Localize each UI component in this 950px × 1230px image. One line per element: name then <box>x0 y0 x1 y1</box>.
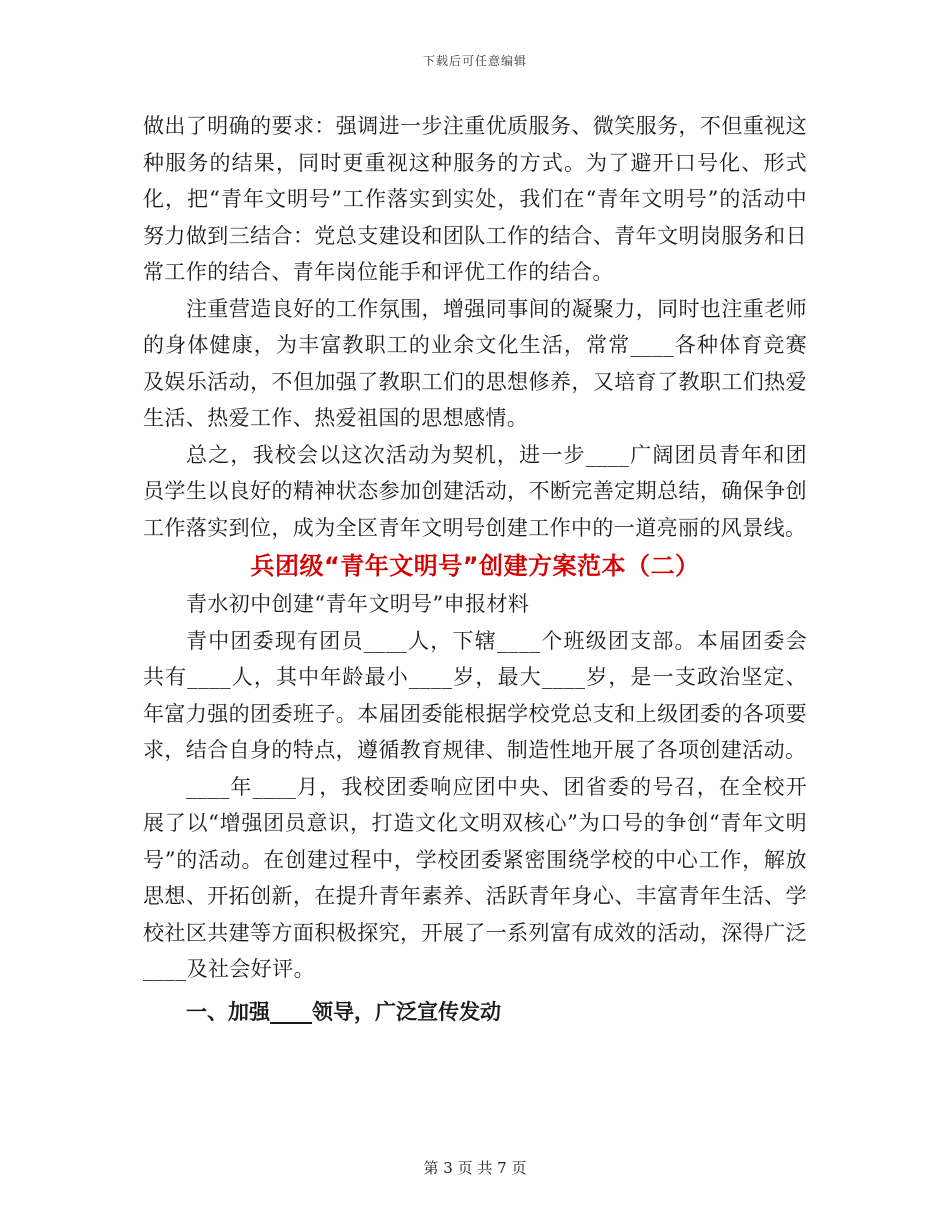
body-paragraph: 青水初中创建“青年文明号”申报材料 <box>186 592 530 616</box>
body-paragraph: 做出了明确的要求：强调进一步注重优质服务、微笑服务，不但重视这种服务的结果，同时更重视这种服务的方式。为了避开口号化、形式化，把“青年文明号”工作落实到实处，我们在“青年文明号”的活动中努力做到三结合：党总支建设和团队工作的结合、青年文明岗服务和日常工作的结合、青年岗位能手和评优工作的结合。 <box>143 114 807 284</box>
body-paragraph: ____年____月，我校团委响应团中央、团省委的号召，在全校开展了以“增强团员意识，打造文化文明双核心”为口号的争创“青年文明号”的活动。在创建过程中，学校团委紧密围绕学校的中心工作，解放思想、开拓创新，在提升青年素养、活跃青年身心、丰富青年生活、学校社区共建等方面积极探究，开展了一系列富有成效的活动，深得广泛____及社会好评。 <box>143 774 807 981</box>
body-paragraph: 总之，我校会以这次活动为契机，进一步____广阔团员青年和团员学生以良好的精神状态参加创建活动，不断完善定期总结，确保争创工作落实到位，成为全区青年文明号创建工作中的一道亮丽的风景线。 <box>143 442 807 540</box>
document-body <box>143 108 807 1030</box>
body-paragraph: 注重营造良好的工作氛围，增强同事间的凝聚力，同时也注重老师的身体健康，为丰富教职工的业余文化生活，常常____各种体育竞赛及娱乐活动，不但加强了教职工们的思想修养，又培育了教职工们热爱生活、热爱工作、热爱祖国的思想感情。 <box>143 296 807 430</box>
page-number: 第 3 页 共 7 页 <box>423 1159 527 1177</box>
header-note: 下载后可任意编辑 <box>422 54 527 68</box>
body-paragraph: 青中团委现有团员____人，下辖____个班级团支部。本届团委会共有____人，其中年龄最小____岁，最大____岁，是一支政治坚定、年富力强的团委班子。本届团委能根据学校党总支和上级团委的各项要求，结合自身的特点，遵循教育规律、制造性地开展了各项创建活动。 <box>143 628 807 762</box>
section-title: 兵团级“青年文明号”创建方案范本（二） <box>250 552 700 580</box>
subheading: 一、加强____领导，广泛宣传发动 <box>186 999 501 1024</box>
